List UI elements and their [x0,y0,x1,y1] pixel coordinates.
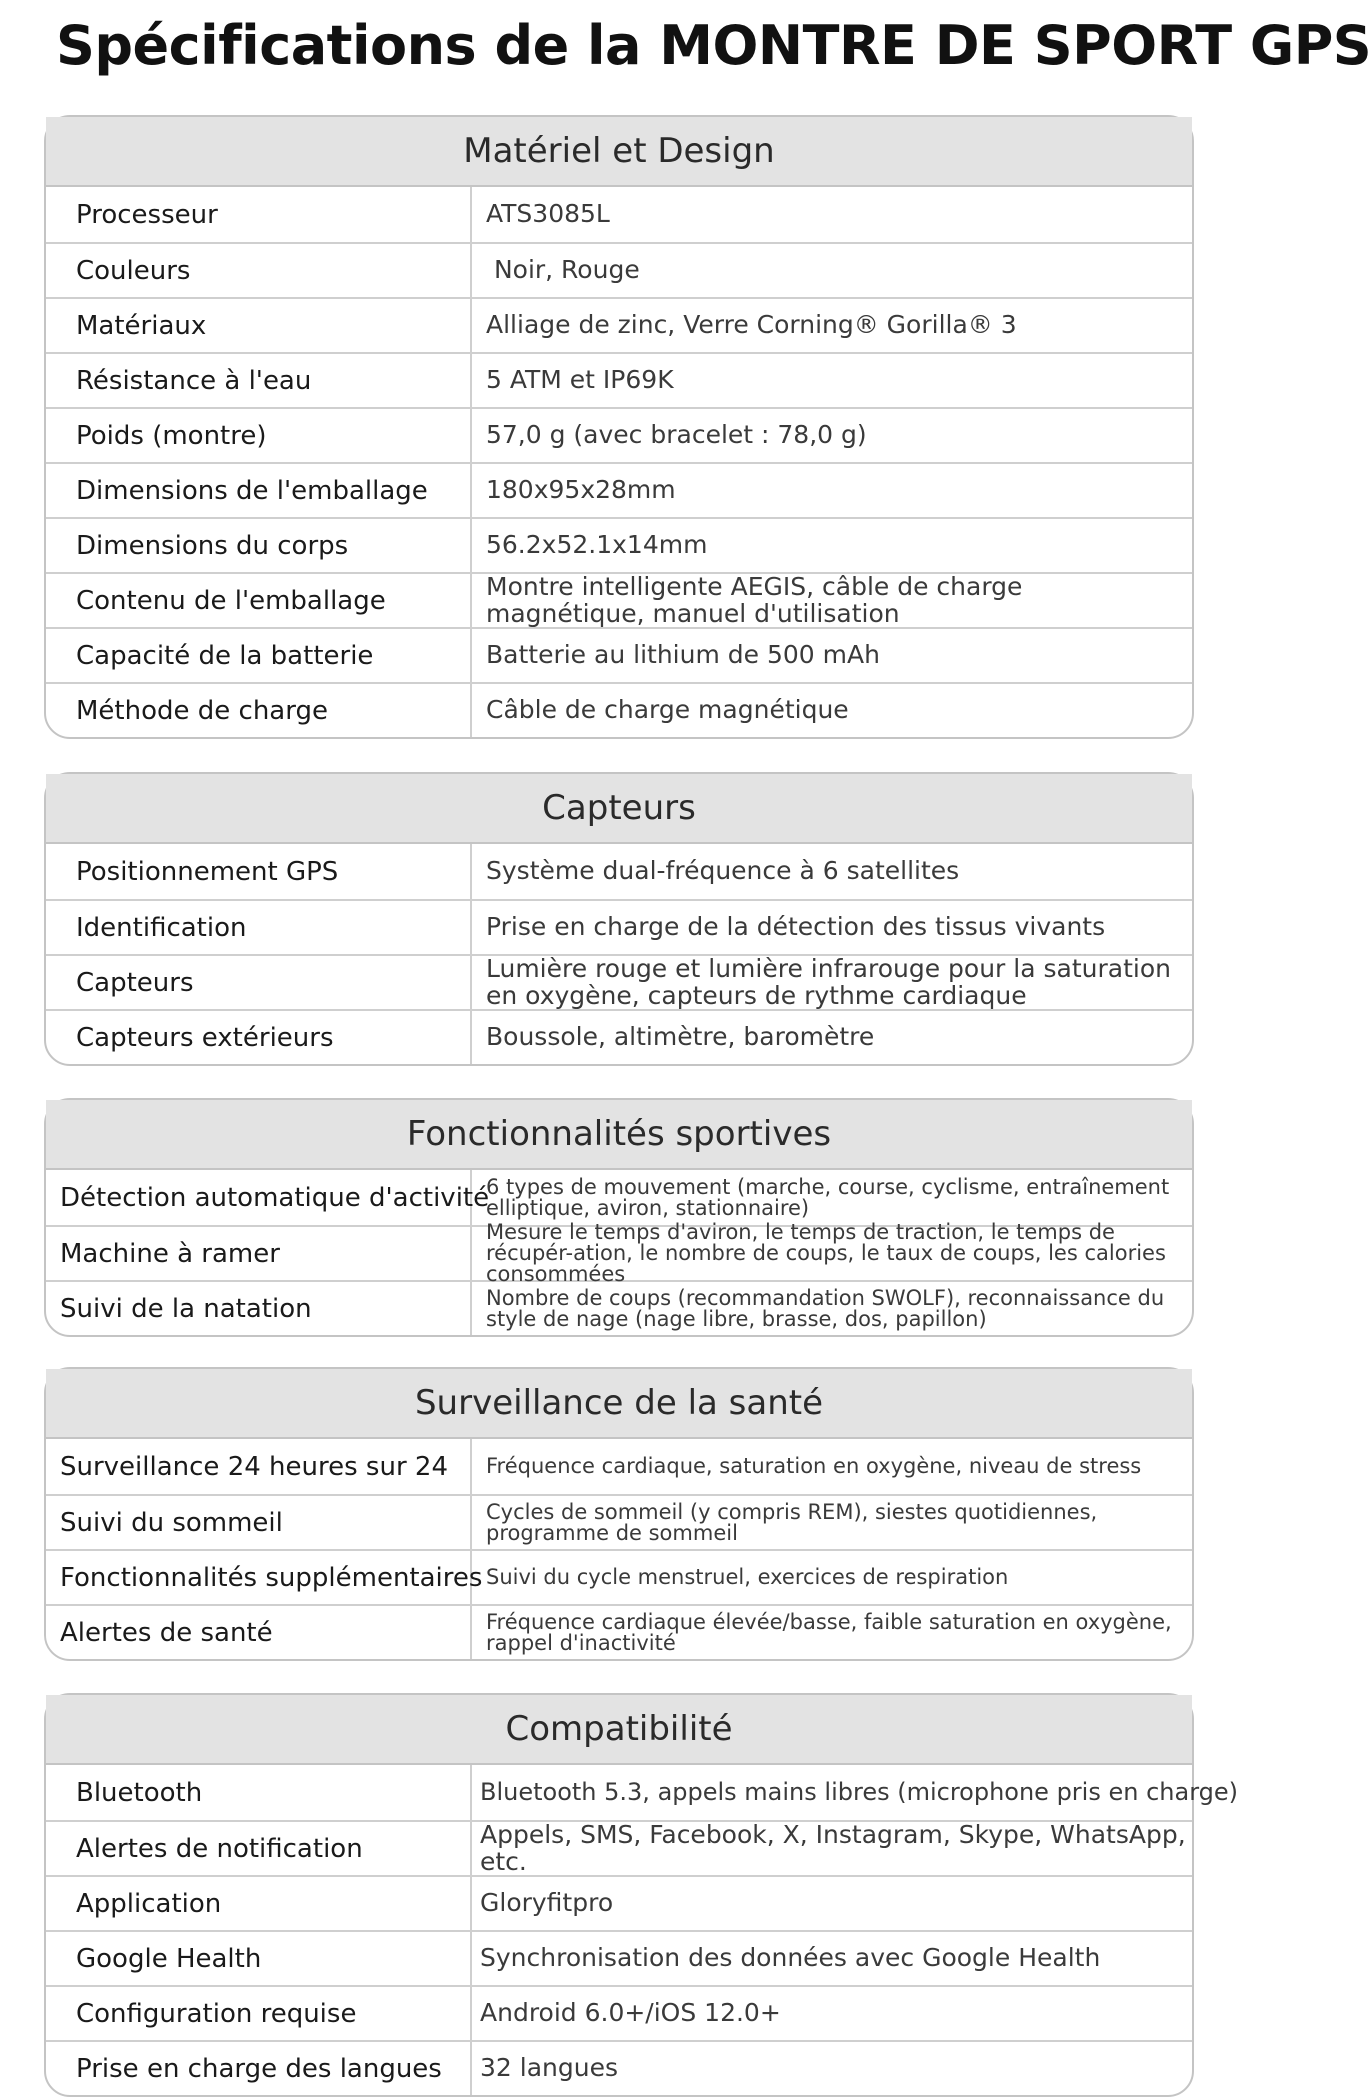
table-row [46,1765,1239,1820]
section-title: Fonctionnalités sportives [46,1100,1192,1170]
row-value: Montre intelligente AEGIS, câble de charge magnétique, manuel d'utilisation [486,572,1023,628]
section-sport-features [44,1098,1194,1337]
row-label: Surveillance 24 heures sur 24 [46,1439,472,1494]
row-value: 180x95x28mm [486,475,676,505]
row-value: Fréquence cardiaque élevée/basse, faible saturation en oxygène, rappel d'inactivité [486,1609,1172,1655]
row-value: Fréquence cardiaque, saturation en oxygène, niveau de stress [486,1454,1142,1478]
row-value: Suivi du cycle menstruel, exercices de respiration [486,1565,1009,1589]
row-label: Matériaux [46,299,472,352]
row-label: Google Health [46,1932,472,1985]
row-value: Prise en charge de la détection des tissus vivants [486,912,1106,942]
table-row [46,682,1192,737]
page-title: Spécifications de la MONTRE DE SPORT GPS [56,14,1371,77]
table-row [46,517,1192,572]
table-row [46,1280,1192,1335]
table-row [46,462,1192,517]
row-value: ATS3085L [486,199,610,229]
row-label: Machine à ramer [46,1227,472,1280]
row-label: Couleurs [46,244,472,297]
table-row [46,1985,1192,2040]
row-label: Dimensions de l'emballage [46,464,472,517]
table-row [46,1220,1192,1286]
table-row [46,1604,1192,1659]
table-row [46,297,1192,352]
row-value: Câble de charge magnétique [486,695,849,725]
row-label: Fonctionnalités supplémentaires [46,1551,472,1604]
section-title: Matériel et Design [46,117,1192,187]
row-value: 5 ATM et IP69K [486,365,674,395]
table-row [46,407,1192,462]
row-label: Méthode de charge [46,684,472,737]
row-label: Contenu de l'emballage [46,574,472,627]
row-value: Boussole, altimètre, baromètre [486,1022,875,1052]
section-sensors [44,772,1194,1066]
section-title: Capteurs [46,774,1192,844]
table-row [46,1170,1192,1225]
table-row [46,1549,1192,1604]
row-label: Alertes de santé [46,1606,472,1659]
row-label: Processeur [46,187,472,242]
row-value: 56.2x52.1x14mm [486,530,708,560]
row-label: Bluetooth [46,1765,472,1820]
row-label: Configuration requise [46,1987,472,2040]
row-label: Positionnement GPS [46,844,472,899]
row-value: 32 langues [480,2053,618,2083]
row-value: Système dual-fréquence à 6 satellites [486,856,960,886]
table-row [46,1439,1192,1494]
row-value: Lumière rouge et lumière infrarouge pour la saturation en oxygène, capteurs de rythme cardiaque [486,954,1171,1010]
row-value: 6 types de mouvement (marche, course, cyclisme, entraînement elliptique, aviron, stationnaire) [486,1174,1170,1220]
table-row [46,1930,1192,1985]
table-row [46,627,1192,682]
row-label: Application [46,1877,472,1930]
row-label: Capteurs [46,956,472,1009]
table-row [46,572,1192,627]
row-label: Capteurs extérieurs [46,1011,472,1064]
table-row [46,1820,1192,1875]
row-value: Bluetooth 5.3, appels mains libres (microphone pris en charge) [480,1777,1239,1806]
table-row [46,844,1192,899]
table-row [46,242,1192,297]
row-value: Nombre de coups (recommandation SWOLF), reconnaissance du style de nage (nage libre, brasse, dos, papillon) [486,1285,1165,1331]
row-label: Prise en charge des langues [46,2042,472,2095]
row-value: Synchronisation des données avec Google Health [480,1943,1101,1973]
section-compatibility [44,1693,1239,2097]
section-hardware-design [44,115,1194,739]
row-label: Capacité de la batterie [46,629,472,682]
table-row [46,1494,1192,1549]
table-row [46,899,1192,954]
row-label: Dimensions du corps [46,519,472,572]
table-row [46,1009,1192,1064]
row-value: Android 6.0+/iOS 12.0+ [480,1998,781,2028]
row-value: Mesure le temps d'aviron, le temps de traction, le temps de récupér-ation, le nombre de coups, le taux de coups, les calories consommées [486,1220,1166,1286]
row-label: Poids (montre) [46,409,472,462]
row-label: Identification [46,901,472,954]
row-value: Appels, SMS, Facebook, X, Instagram, Skype, WhatsApp, etc. [480,1820,1186,1876]
section-health-monitoring [44,1367,1194,1661]
table-row [46,1875,1192,1930]
row-label: Suivi de la natation [46,1282,472,1335]
section-title: Surveillance de la santé [46,1369,1192,1439]
row-value: Batterie au lithium de 500 mAh [486,640,880,670]
row-value: Gloryfitpro [480,1888,614,1918]
table-row [46,2040,1192,2095]
row-label: Résistance à l'eau [46,354,472,407]
row-label: Suivi du sommeil [46,1496,472,1549]
section-title: Compatibilité [46,1695,1192,1765]
table-row [46,352,1192,407]
table-row [46,187,1192,242]
row-value: Alliage de zinc, Verre Corning® Gorilla® 3 [486,310,1017,340]
row-value: Noir, Rouge [486,255,640,285]
row-value: 57,0 g (avec bracelet : 78,0 g) [486,420,867,450]
row-label: Détection automatique d'activité [46,1170,472,1225]
table-row [46,954,1192,1009]
row-value: Cycles de sommeil (y compris REM), siestes quotidiennes, programme de sommeil [486,1499,1098,1545]
row-label: Alertes de notification [46,1822,472,1875]
